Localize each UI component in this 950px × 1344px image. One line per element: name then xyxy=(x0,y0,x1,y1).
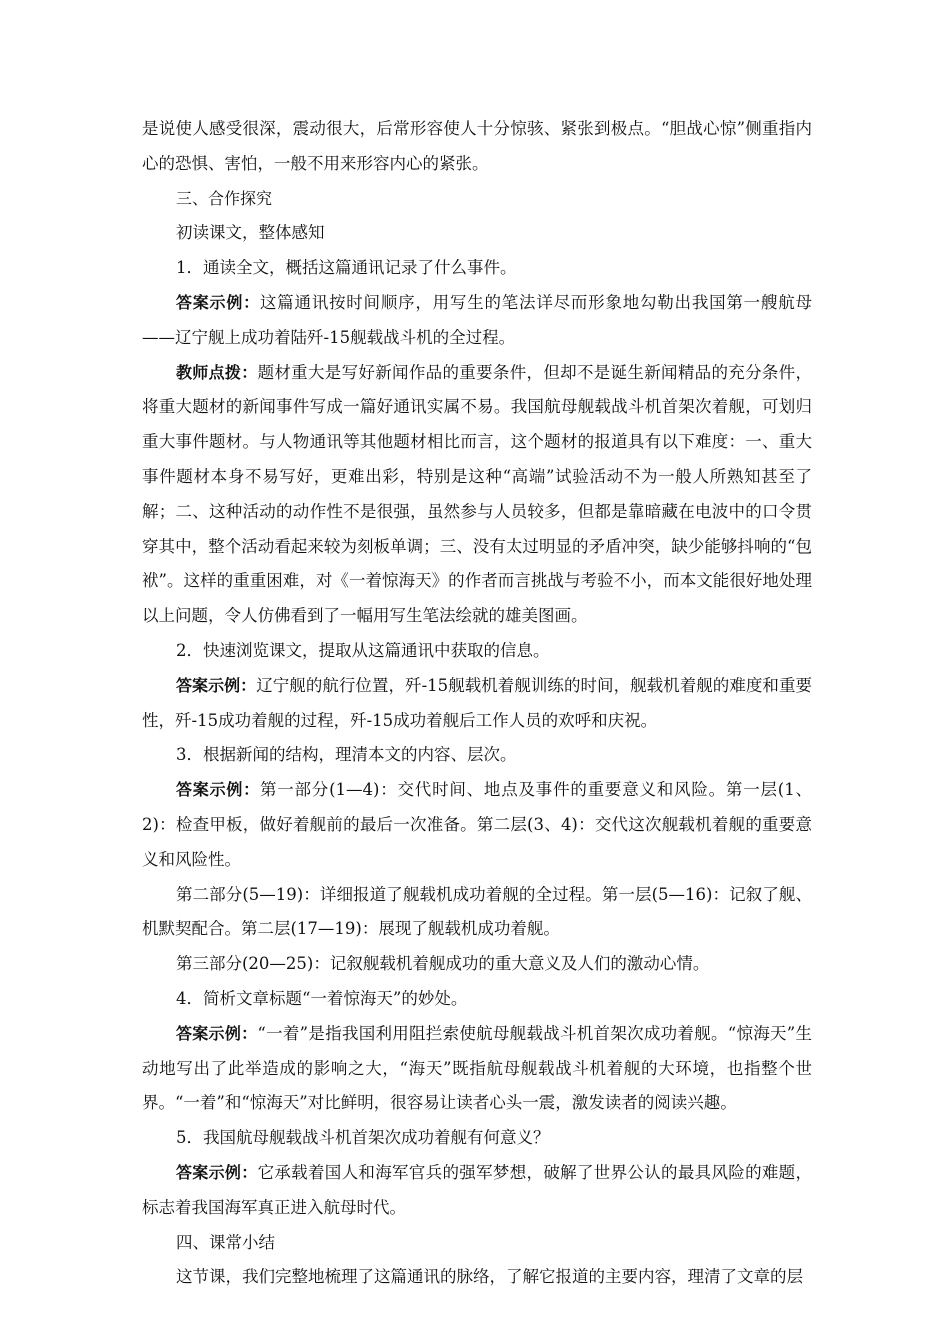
answer-3-part-2: 第二部分(5—19)：详细报道了舰载机成功着舰的全过程。第一层(5—16)：记叙了舰、机默契配合。第二层(17—19)：展现了舰载机成功着舰。 xyxy=(142,884,812,939)
answer-3 xyxy=(142,773,812,877)
answer-label: 答案示例： xyxy=(176,1023,258,1043)
question-3: 3．根据新闻的结构，理清本文的内容、层次。 xyxy=(176,745,517,765)
answer-1 xyxy=(142,286,812,356)
answer-5 xyxy=(142,1156,812,1226)
answer-3-part-3: 第三部分(20—25)：记叙舰载机着舰成功的重大意义及人们的激动心情。 xyxy=(176,954,710,974)
question-5: 5．我国航母舰载战斗机首架次成功着舰有何意义？ xyxy=(176,1128,550,1148)
answer-label: 答案示例： xyxy=(176,1162,258,1182)
answer-label: 答案示例： xyxy=(176,780,260,800)
section-heading-cooperative-inquiry: 三、合作探究 xyxy=(176,188,273,208)
answer-label: 答案示例： xyxy=(176,292,260,312)
answer-label: 答案示例： xyxy=(176,675,257,695)
answer-2 xyxy=(142,669,812,739)
paragraph-continuation: 是说使人感受很深，震动很大，后常形容使人十分惊骇、紧张到极点。“胆战心惊”侧重指内心的恐惧、害怕，一般不用来形容内心的紧张。 xyxy=(142,119,812,173)
teacher-note-label: 教师点拨： xyxy=(176,362,258,382)
answer-text: 第一部分(1—4)：交代时间、地点及事件的重要意义和风险。第一层(1、2)：检查甲板，做好着舰前的最后一次准备。第二层(3、4)：交代这次舰载机着舰的重要意义和风险性。 xyxy=(142,780,812,869)
answer-text: 它承载着国人和海军官兵的强军梦想，破解了世界公认的最具风险的难题，标志着我国海军真正进入航母时代。 xyxy=(142,1162,812,1217)
answer-text: 这篇通讯按时间顺序，用写生的笔法详尽而形象地勾勒出我国第一艘航母——辽宁舰上成功着陆歼-15舰载战斗机的全过程。 xyxy=(142,292,812,347)
answer-text: 辽宁舰的航行位置，歼-15舰载机着舰训练的时间，舰载机着舰的难度和重要性，歼-15成功着舰的过程，歼-15成功着舰后工作人员的欢呼和庆祝。 xyxy=(142,675,812,730)
question-2: 2．快速浏览课文，提取从这篇通讯中获取的信息。 xyxy=(176,640,550,660)
section-heading-summary: 四、课常小结 xyxy=(176,1232,275,1252)
answer-4 xyxy=(142,1017,812,1121)
summary-paragraph: 这节课，我们完整地梳理了这篇通讯的脉络，了解它报道的主要内容，理清了文章的层 xyxy=(176,1267,803,1287)
answer-text: “一着”是指我国利用阻拦索使航母舰载战斗机首架次成功着舰。“惊海天”生动地写出了此举造成的影响之大，“海天”既指航母舰载战斗机着舰的大环境，也指整个世界。“一着”和“惊海天”对比鲜明，很容易让读者心头一震，激发读者的阅读兴趣。 xyxy=(142,1023,812,1113)
teacher-note xyxy=(142,356,812,634)
teacher-note-text: 题材重大是写好新闻作品的重要条件，但却不是诞生新闻精品的充分条件，将重大题材的新闻事件写成一篇好通讯实属不易。我国航母舰载战斗机首架次着舰，可划归重大事件题材。与人物通讯等其他题材相比而言，这个题材的报道具有以下难度：一、重大事件题材本身不易写好，更难出彩，特别是这种“高端”试验活动不为一般人所熟知甚至了解；二、这种活动的动作性不是很强，虽然参与人员较多，但都是靠暗藏在电波中的口令贯穿其中，整个活动看起来较为刻板单调；三、没有太过明显的矛盾冲突，缺少能够抖响的“包袱”。这样的重重困难，对《一着惊海天》的作者而言挑战与考验不小，而本文能很好地处理以上问题，令人仿佛看到了一幅用写生笔法绘就的雄美图画。 xyxy=(142,362,812,626)
question-1: 1．通读全文，概括这篇通讯记录了什么事件。 xyxy=(176,258,517,278)
question-4: 4．简析文章标题“一着惊海天”的妙处。 xyxy=(176,988,468,1008)
subheading-first-reading: 初读课文，整体感知 xyxy=(176,223,325,243)
